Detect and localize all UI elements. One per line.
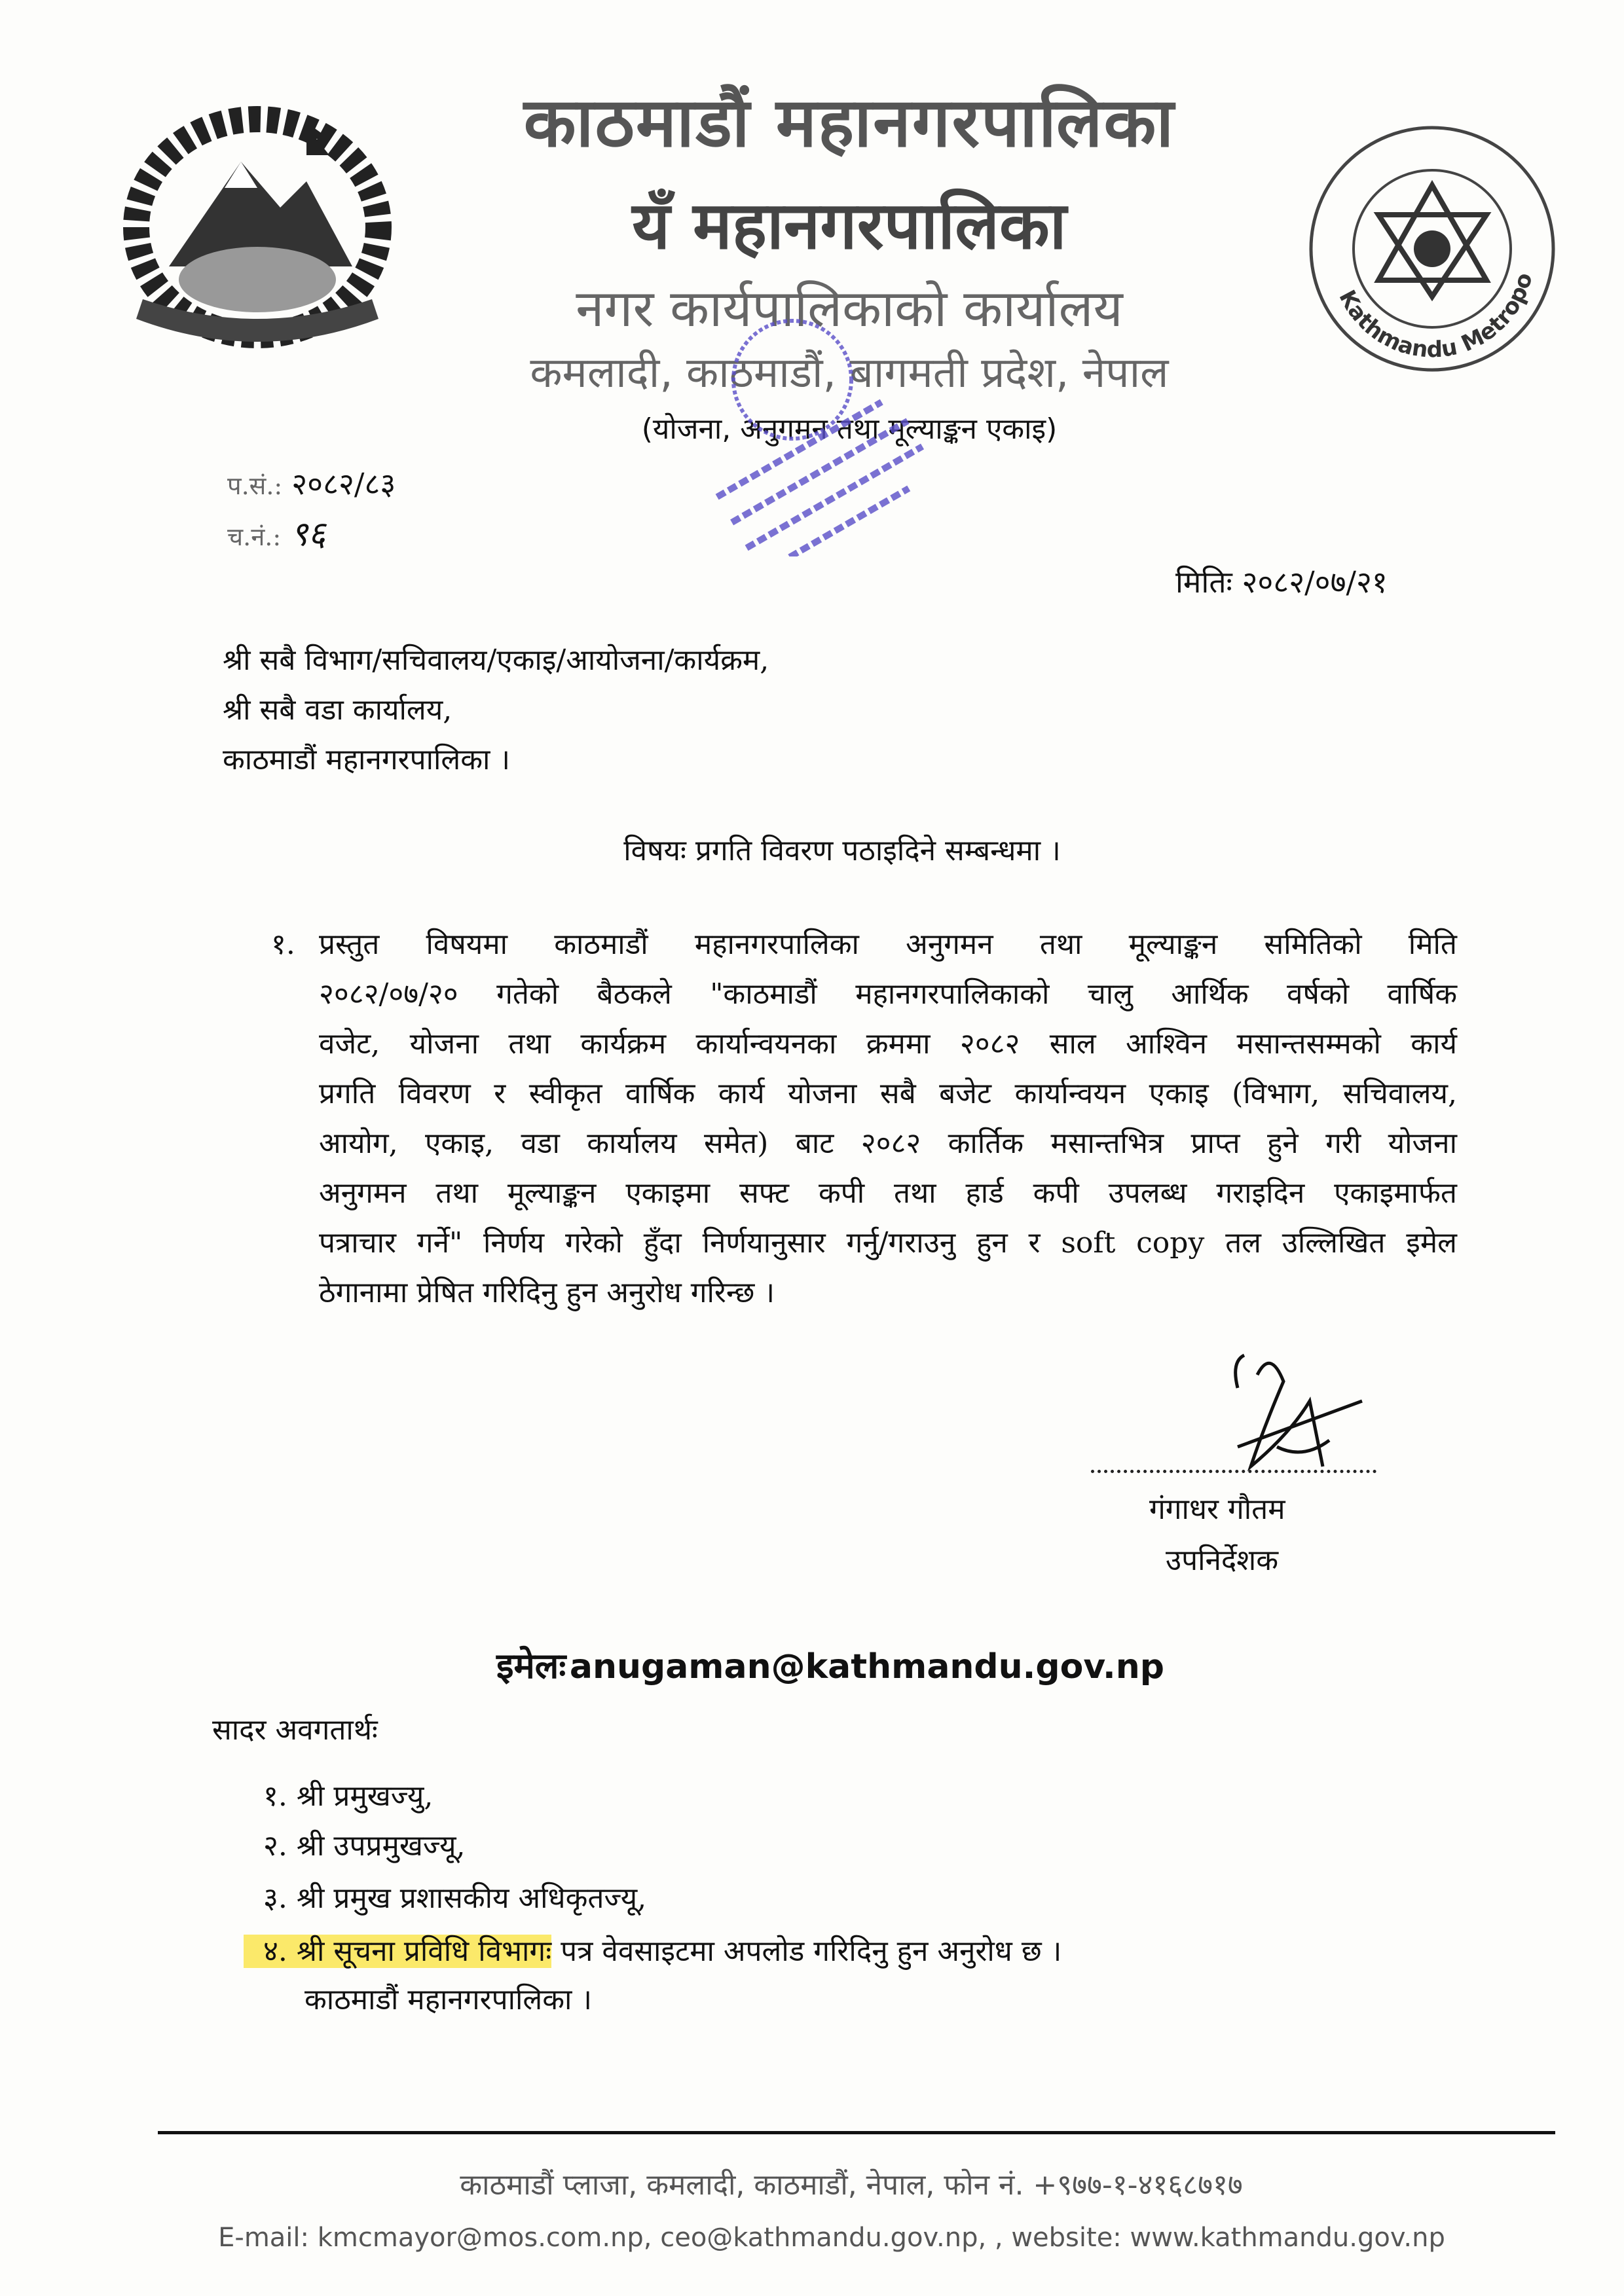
- cn-label: च.नं.:: [227, 522, 282, 551]
- cc-item-number: १.: [263, 1779, 287, 1813]
- cc-item: [244, 1935, 1061, 1969]
- footer-divider: [158, 2131, 1555, 2134]
- letterhead-title: काठमाडौं महानगरपालिका: [523, 82, 1175, 162]
- cc-item-number: ४.: [263, 1935, 287, 1968]
- cc-item-text: श्री प्रमुखज्यु,: [296, 1779, 434, 1813]
- paragraph-number: १.: [271, 928, 295, 961]
- cc-item-text: पत्र वेवसाइटमा अपलोड गरिदिनु हुन अनुरोध छ ।: [561, 1935, 1062, 1968]
- cc-item: [263, 1829, 466, 1864]
- body-line: ठेगानामा प्रेषित गरिदिनु हुन अनुरोध गरिन्छ ।: [319, 1276, 775, 1309]
- signature-dotted-line: [1091, 1470, 1376, 1473]
- cc-closing: काठमाडौं महानगरपालिका ।: [304, 1983, 593, 2016]
- email-address[interactable]: anugaman@kathmandu.gov.np: [569, 1647, 1165, 1686]
- body-line: आयोग, एकाइ, वडा कार्यालय समेत) बाट २०८२ कार्तिक मसान्तभित्र प्राप्त हुने गरी योजना: [319, 1127, 1457, 1160]
- cn-value: ९६: [290, 515, 326, 554]
- ps-label: प.सं.:: [227, 471, 283, 500]
- addressee-line: काठमाडौं महानगरपालिका ।: [223, 743, 511, 776]
- body-line: अनुगमन तथा मूल्याङ्कन एकाइमा सफ्ट कपी तथा हार्ड कपी उपलब्ध गराइदिन एकाइमार्फत: [319, 1176, 1457, 1210]
- cc-item-number: २.: [263, 1829, 287, 1863]
- body-line: पत्राचार गर्ने" निर्णय गरेको हुँदा निर्णयानुसार गर्नु/गराउनु हुन र soft copy तल उल्लिखित इमेल: [319, 1226, 1457, 1260]
- cc-item-text: श्री प्रमुख प्रशासकीय अधिकृतज्यू,: [296, 1882, 647, 1915]
- letterhead-address: कमलादी, काठमाडौं, बागमती प्रदेश, नेपाल: [530, 349, 1169, 397]
- subject-line: विषयः प्रगति विवरण पठाइदिने सम्बन्धमा ।: [623, 834, 1061, 867]
- letterhead-unit: (योजना, अनुगमन तथा मूल्याङ्कन एकाइ): [641, 412, 1058, 446]
- body-line: वजेट, योजना तथा कार्यक्रम कार्यान्वयनका क्रममा २०८२ साल आश्विन मसान्तसम्मको कार्य: [319, 1027, 1457, 1061]
- svg-text:Kathmandu Metropolitan City: Kathmandu Metropo: [1333, 270, 1538, 363]
- cc-item-highlight-text: श्री सूचना प्रविधि विभागः: [296, 1935, 552, 1968]
- addressee-line: श्री सबै वडा कार्यालय,: [223, 693, 452, 727]
- cc-item-text: श्री उपप्रमुखज्यू,: [296, 1829, 466, 1863]
- letterhead-title-newari: यँ महानगरपालिका: [632, 187, 1067, 264]
- cc-item: [263, 1882, 646, 1916]
- kmc-seal: [1306, 123, 1559, 375]
- body-line: २०८२/०७/२० गतेको बैठकले "काठमाडौं महानगरपालिकाको चालु आर्थिक वर्षको वार्षिक: [319, 977, 1457, 1011]
- addressee-line: श्री सबै विभाग/सचिवालय/एकाइ/आयोजना/कार्यक्रम,: [223, 644, 769, 677]
- footer-contact: E-mail: kmcmayor@mos.com.np, ceo@kathmandu.gov.np, , website: www.kathmandu.gov.np: [218, 2223, 1445, 2253]
- highlighted-recipient: [244, 1935, 551, 1968]
- ps-value: २०८२/८३: [291, 466, 396, 501]
- cc-item: [263, 1779, 433, 1814]
- signatory-designation: उपनिर्देशक: [1166, 1544, 1278, 1577]
- dispatch-number: [227, 514, 325, 555]
- email-line: [0, 1645, 1624, 1687]
- cc-item-number: ३.: [263, 1882, 287, 1915]
- email-label: इमेलः: [496, 1645, 566, 1686]
- body-line: प्रस्तुत विषयमा काठमाडौं महानगरपालिका अनुगमन तथा मूल्याङ्कन समितिको मिति: [319, 928, 1457, 961]
- handwritten-signature: [1211, 1336, 1382, 1486]
- letter-date: मितिः २०८२/०७/२१: [1175, 564, 1388, 600]
- office-stamp: [688, 314, 936, 556]
- body-line: प्रगति विवरण र स्वीकृत वार्षिक कार्य योजना सबै बजेट कार्यान्वयन एकाइ (विभाग, सचिवालय,: [319, 1077, 1457, 1110]
- footer-address: काठमाडौं प्लाजा, कमलादी, काठमाडौं, नेपाल, फोन नं. +९७७-१-४१६८७१७: [460, 2168, 1243, 2202]
- cc-heading: सादर अवगतार्थः: [212, 1713, 378, 1747]
- reference-number: [227, 466, 396, 503]
- signatory-name: गंगाधर गौतम: [1149, 1493, 1285, 1526]
- letterhead-office: नगर कार्यपालिकाको कार्यालय: [576, 280, 1123, 338]
